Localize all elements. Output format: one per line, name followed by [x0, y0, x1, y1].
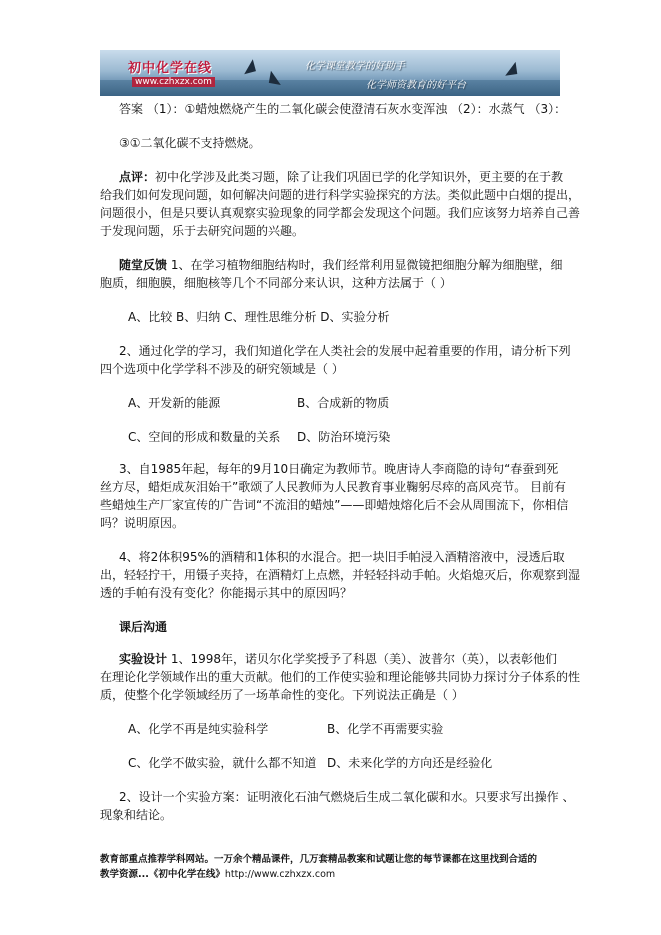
question-line	[119, 256, 585, 274]
footer-text: 教学资源...《初中化学在线》	[100, 869, 225, 880]
answer-line: ③①二氧化碳不支持燃烧。	[119, 136, 261, 150]
comment-line	[119, 168, 585, 186]
footer-line: 教育部重点推荐学科网站。一万余个精品课件，几万套精品教案和试题让您的每节课都在这里找到合适的	[100, 854, 538, 865]
dolphin-icon: ◣	[268, 66, 284, 87]
comment-line: 问题很小，但是只要认真观察实验现象的同学都会发现这个问题。我们应该努力培养自己善	[100, 206, 581, 220]
question-line: 在理论化学领域作出的重大贡献。他们的工作使实验和理论能够共同协力探讨分子体系的性	[100, 670, 581, 684]
footer-line	[100, 868, 570, 881]
option: D、防治环境污染	[297, 430, 391, 444]
question-line: 些蜡烛生产厂家宣传的广告词“不流泪的蜡烛”——即蜡烛熔化后不会从周围流下，你相信	[100, 498, 569, 512]
question-line: 出，轻轻拧干，用镊子夹持，在酒精灯上点燃，并轻轻抖动手帕。火焰熄灭后，你观察到湿	[100, 568, 581, 582]
option: A、化学不再是纯实验科学	[128, 722, 269, 736]
banner-slogan: 化学师资教育的好平台	[366, 80, 466, 91]
question-text: 1、在学习植物细胞结构时，我们经常利用显微镜把细胞分解为细胞壁，细	[167, 258, 563, 272]
question-line: 现象和结论。	[100, 808, 173, 822]
option: B、合成新的物质	[297, 396, 390, 410]
option: A、开发新的能源	[128, 396, 221, 410]
option: D、未来化学的方向还是经验化	[327, 756, 493, 770]
design-label: 实验设计	[119, 652, 168, 666]
option: C、空间的形成和数量的关系	[128, 430, 281, 444]
question-line: 2、设计一个实验方案：证明液化石油气燃烧后生成二氧化碳和水。只要求写出操作 、	[119, 790, 575, 804]
question-line: 透的手帕有没有变化？你能揭示其中的原因吗？	[100, 586, 353, 600]
feedback-label: 随堂反馈	[119, 258, 168, 272]
site-url[interactable]: www.czhxzx.com	[132, 77, 215, 87]
comment-line: 于发现问题，乐于去研究问题的兴趣。	[100, 224, 305, 238]
option: B、化学不再需要实验	[327, 722, 444, 736]
question-line	[119, 650, 585, 668]
question-text: 1、1998年，诺贝尔化学奖授予了科恩（美）、波普尔（英），以表彰他们	[167, 652, 558, 666]
comment-line: 给我们如何发现问题，如何解决问题的进行科学实验探究的方法。类似此题中白烟的提出，	[100, 188, 581, 202]
option: C、化学不做实验，就什么都不知道	[128, 756, 317, 770]
banner-slogan: 化学课堂教学的好助手	[305, 61, 405, 72]
options-line: A、比较 B、归纳 C、理性思维分析 D、实验分析	[128, 310, 390, 324]
question-line: 4、将2体积95%的酒精和1体积的水混合。把一块旧手帕浸入酒精溶液中，浸透后取	[119, 550, 565, 564]
comment-label: 点评：	[119, 170, 156, 184]
question-line: 胞质，细胞膜，细胞核等几个不同部分来认识，这种方法属于（ ）	[100, 276, 452, 290]
dolphin-icon: ◢	[502, 57, 518, 78]
question-line: 2、通过化学的学习，我们知道化学在人类社会的发展中起着重要的作用，请分析下列	[119, 344, 571, 358]
answer-line: 答案 （1）：①蜡烛燃烧产生的二氧化碳会使澄清石灰水变浑浊 （2）：水蒸气 （3）：	[119, 102, 567, 116]
question-line: 3、自1985年起，每年的9月10日确定为教师节。晚唐诗人李商隐的诗句“春蚕到死	[119, 462, 559, 476]
dolphin-icon: ◢	[239, 54, 257, 77]
site-banner	[100, 50, 560, 96]
comment-text: 初中化学涉及此类习题，除了让我们巩固已学的化学知识外，更主要的在于教	[155, 170, 564, 184]
question-line: 吗？说明原因。	[100, 516, 185, 530]
question-line: 丝方尽，蜡炬成灰泪始干”歌颂了人民教师为人民教育事业鞠躬尽瘁的高风亮节。 目前有	[100, 480, 567, 494]
question-line: 质，使整个化学领域经历了一场革命性的变化。下列说法正确是（ ）	[100, 688, 464, 702]
footer-url[interactable]: http://www.czhxzx.com	[224, 869, 336, 880]
question-line: 四个选项中化学学科不涉及的研究领域是（ ）	[100, 362, 344, 376]
site-logo[interactable]: 初中化学在线	[128, 61, 213, 76]
section-heading: 课后沟通	[119, 620, 168, 634]
